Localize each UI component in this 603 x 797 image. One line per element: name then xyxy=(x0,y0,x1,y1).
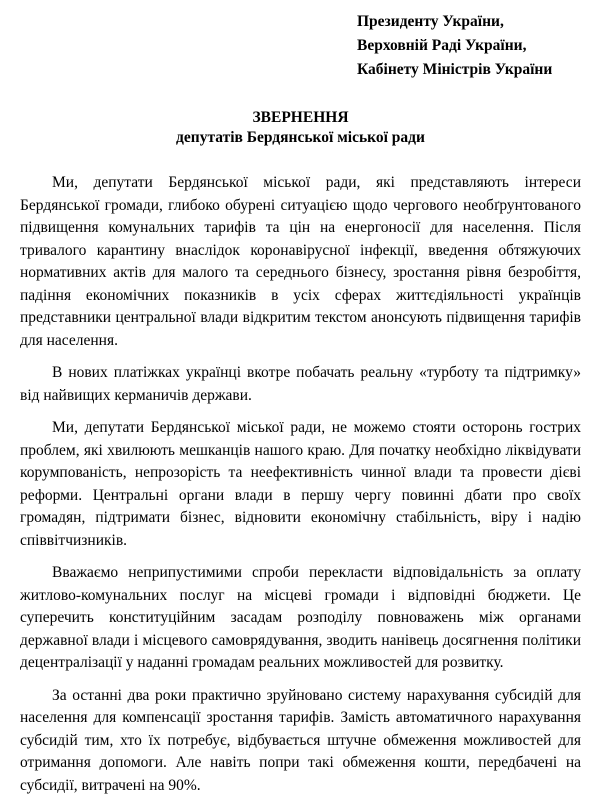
addressee-line: Верховній Раді України, xyxy=(357,34,581,58)
addressee-line: Кабінету Міністрів України xyxy=(357,58,581,82)
body-paragraph: Ми, депутати Бердянської міської ради, не можемо стояти осторонь гострих проблем, які хвилюють мешканців нашого краю. Для початку необхідно ліквідувати корумпованість, непрозорість та неефективність чинної влади та провести дієві реформи. Центральні органи влади в першу чергу повинні дбати про своїх громадян, підтримати бізнес, відновити економічну стабільність, віру і надію співвітчизників. xyxy=(20,417,581,552)
body-paragraph: Вважаємо неприпустимими спроби перекласти відповідальність за оплату житлово-комунальних послуг на місцеві громади і відповідні бюджети. Це суперечить конституційним засадам розподілу повноважень між органами державної влади і місцевого самоврядування, зводить нанівець досягнення політики децентралізації у наданні громадам реальних можливостей для розвитку. xyxy=(20,562,581,675)
body-paragraph: За останні два роки практично зруйновано систему нарахування субсидій для населення для компенсації зростання тарифів. Замість автоматичного нарахування субсидій тим, хто їх потребує, відбувається штучне обмеження можливостей для отримання допомоги. Але навіть попри такі обмеження кошти, передбачені на субсидії, витрачені на 90%. xyxy=(20,685,581,797)
document-title: ЗВЕРНЕННЯ xyxy=(20,108,581,128)
body-paragraph: Ми, депутати Бердянської міської ради, які представляють інтереси Бердянської громади, глибоко обурені ситуацією щодо чергового необґрунтованого підвищення комунальних тарифів та цін на енергоносії для населення. Після тривалого карантину внаслідок коронавірусної інфекції, введення обтяжуючих нормативних актів для малого та середнього бізнесу, зростання рівня безробіття, падіння економічних показників в усіх сферах життєдіяльності українців представники центральної влади відкритим текстом анонсують підвищення тарифів для населення. xyxy=(20,172,581,352)
document-subtitle: депутатів Бердянської міської ради xyxy=(20,128,581,148)
body-paragraph: В нових платіжках українці вкотре побачать реальну «турботу та підтримку» від найвищих керманичів держави. xyxy=(20,362,581,407)
document-body xyxy=(20,172,581,797)
addressee-line: Президенту України, xyxy=(357,10,581,34)
addressee-block xyxy=(357,10,581,82)
